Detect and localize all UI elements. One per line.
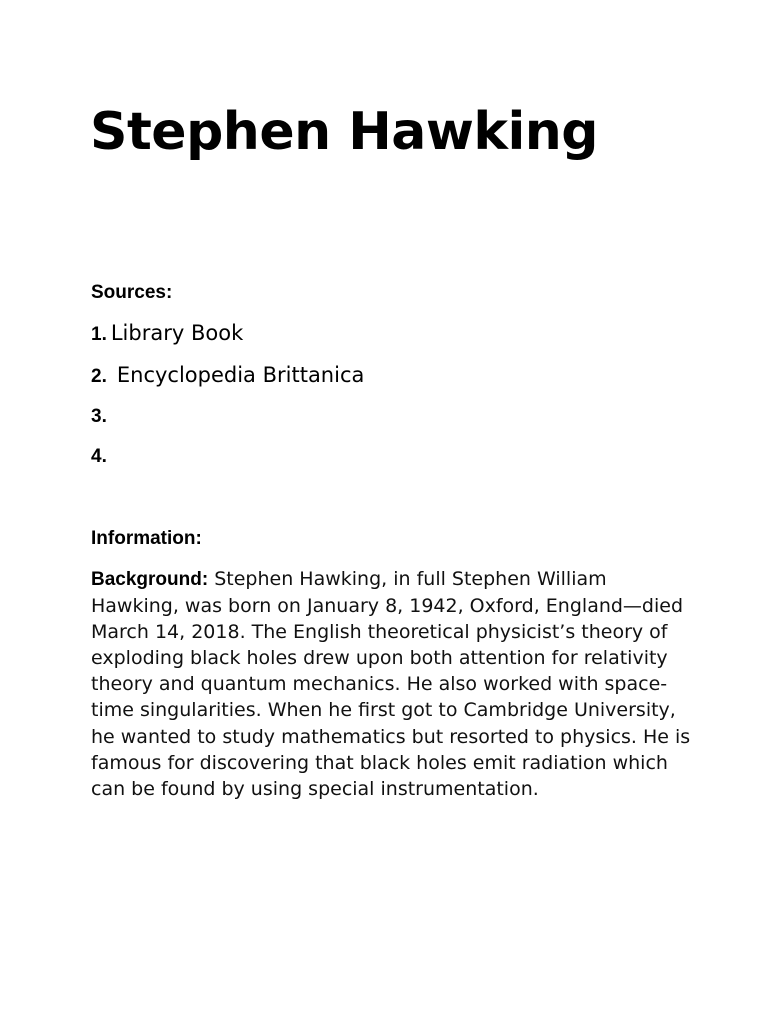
source-number: 1.	[91, 324, 107, 345]
source-item-4	[91, 443, 107, 471]
source-text: Encyclopedia Brittanica	[116, 363, 365, 387]
source-number: 3.	[91, 406, 107, 427]
source-number: 4.	[91, 446, 107, 467]
information-heading: Information:	[91, 528, 202, 549]
source-item-1	[91, 319, 243, 347]
source-item-2	[91, 361, 364, 389]
source-number: 2.	[91, 366, 107, 387]
source-text: Library Book	[110, 321, 244, 345]
source-item-3	[91, 403, 107, 431]
page-title: Stephen Hawking	[90, 102, 599, 162]
sources-heading: Sources:	[91, 282, 173, 303]
background-text: Stephen Hawking, in full Stephen William Hawking, was born on January 8, 1942, Oxford, England—died March 14, 2018. The English theoretical physicist’s theory of exploding black holes drew upon both attention for relativity theory and quantum mechanics. He also worked with space-time singularities. When he first got to Cambridge University, he wanted to study mathematics but resorted to physics. He is famous for discovering that black holes emit radiation which can be found by using special instrumentation.	[91, 568, 691, 800]
background-label: Background:	[91, 569, 209, 590]
background-paragraph	[91, 566, 691, 802]
